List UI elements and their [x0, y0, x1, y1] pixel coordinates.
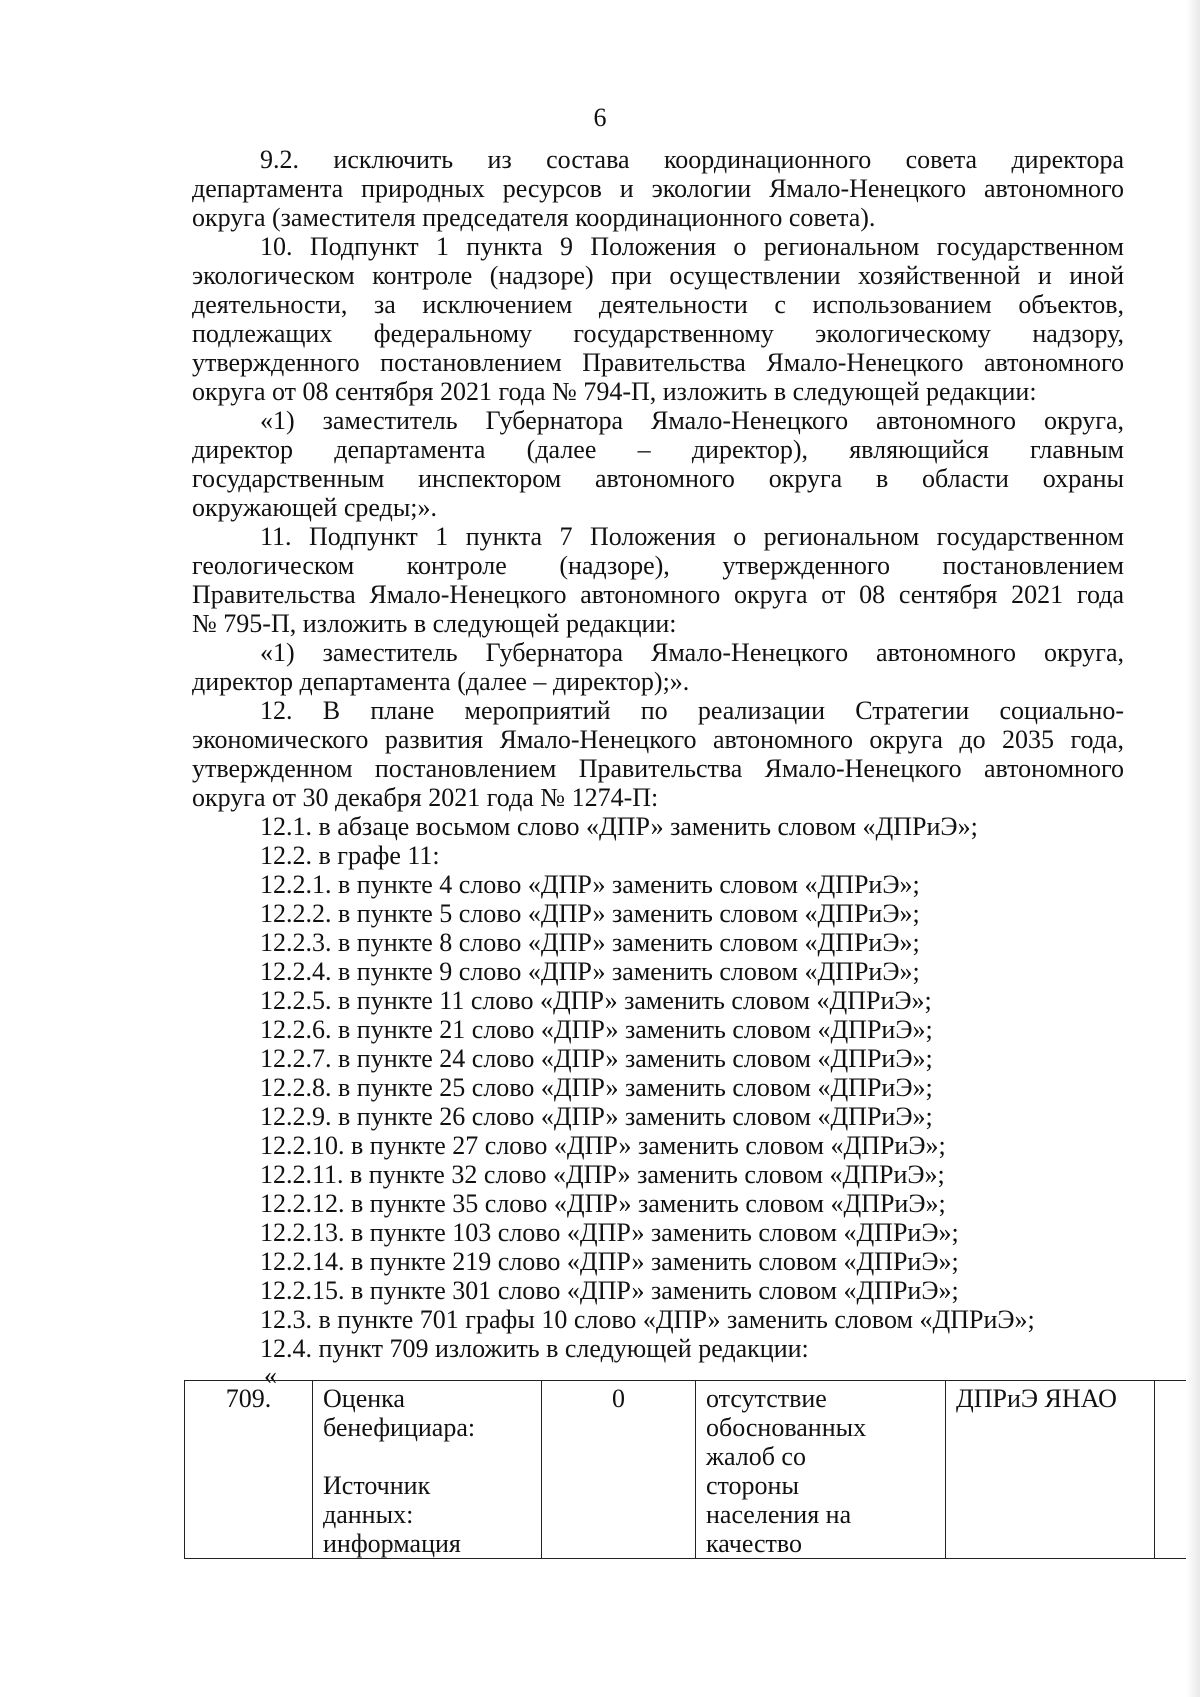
- cell-value: 0: [542, 1381, 696, 1559]
- text-line: департамента природных ресурсов и экологии Ямало-Ненецкого автономного: [192, 174, 1124, 203]
- list-item: 12.2.9. в пункте 26 слово «ДПР» заменить словом «ДПРиЭ»;: [260, 1102, 933, 1131]
- cell-description: [696, 1381, 946, 1559]
- cell-line: жалоб со: [706, 1442, 806, 1471]
- opening-quote: «: [264, 1361, 277, 1390]
- text-line: директор департамента (далее – директор), являющийся главным: [192, 435, 1124, 464]
- text-line: государственным инспектором автономного округа в области охраны: [192, 464, 1124, 493]
- cell-line: данных:: [323, 1500, 414, 1529]
- list-item: 12.2.1. в пункте 4 слово «ДПР» заменить словом «ДПРиЭ»;: [260, 870, 920, 899]
- list-item: 12.2.11. в пункте 32 слово «ДПР» заменить словом «ДПРиЭ»;: [260, 1160, 945, 1189]
- text-line: 10. Подпункт 1 пункта 9 Положения о региональном государственном: [260, 232, 1124, 261]
- cell-gap: [323, 1442, 531, 1471]
- paragraph-12: [192, 696, 1124, 812]
- list-item: 12.2.14. в пункте 219 слово «ДПР» заменить словом «ДПРиЭ»;: [260, 1247, 959, 1276]
- cell-line: информация: [323, 1529, 461, 1558]
- paragraph-10-quote: [192, 406, 1124, 522]
- cell-responsible: ДПРиЭ ЯНАО: [946, 1381, 1155, 1559]
- paragraph-9-2: [192, 145, 1124, 232]
- text-line: 12. В плане мероприятий по реализации Стратегии социально-: [260, 696, 1124, 725]
- list-item: 12.3. в пункте 701 графы 10 слово «ДПР» заменить словом «ДПРиЭ»;: [260, 1305, 1035, 1334]
- paragraph-11: [192, 522, 1124, 638]
- text-line: 11. Подпункт 1 пункта 7 Положения о региональном государственном: [260, 522, 1124, 551]
- text-line: утвержденном постановлением Правительства Ямало-Ненецкого автономного: [192, 754, 1124, 783]
- cell-line: обоснованных: [706, 1413, 867, 1442]
- text-line: геологическом контроле (надзоре), утвержденного постановлением: [192, 551, 1124, 580]
- list-item: 12.2.10. в пункте 27 слово «ДПР» заменить словом «ДПРиЭ»;: [260, 1131, 946, 1160]
- amendment-list: [192, 812, 1124, 1363]
- list-item: 12.2.6. в пункте 21 слово «ДПР» заменить словом «ДПРиЭ»;: [260, 1015, 933, 1044]
- list-item: 12.2.5. в пункте 11 слово «ДПР» заменить словом «ДПРиЭ»;: [260, 986, 932, 1015]
- document-body: [192, 145, 1124, 1389]
- text-line: подлежащих федеральному государственному экологическому надзору,: [192, 319, 1124, 348]
- list-item: 12.2.4. в пункте 9 слово «ДПР» заменить словом «ДПРиЭ»;: [260, 957, 920, 986]
- list-item: 12.2.2. в пункте 5 слово «ДПР» заменить словом «ДПРиЭ»;: [260, 899, 920, 928]
- text-line: «1) заместитель Губернатора Ямало-Ненецкого автономного округа,: [260, 638, 1124, 667]
- text-line: округа (заместителя председателя координационного совета).: [192, 203, 876, 232]
- plan-table: [184, 1380, 1200, 1559]
- cell-line: населения на: [706, 1500, 852, 1529]
- list-item: 12.2. в графе 11:: [260, 841, 440, 870]
- text-line: окружающей среды;».: [192, 493, 438, 522]
- list-item: 12.2.15. в пункте 301 слово «ДПР» заменить словом «ДПРиЭ»;: [260, 1276, 959, 1305]
- text-line: деятельности, за исключением деятельности с использованием объектов,: [192, 290, 1124, 319]
- text-line: округа от 08 сентября 2021 года № 794-П, изложить в следующей редакции:: [192, 377, 1037, 406]
- table-row: [185, 1381, 1200, 1559]
- cell-line: стороны: [706, 1471, 799, 1500]
- cell-name: [313, 1381, 542, 1559]
- list-item: 12.1. в абзаце восьмом слово «ДПР» заменить словом «ДПРиЭ»;: [260, 812, 978, 841]
- list-item: 12.2.7. в пункте 24 слово «ДПР» заменить словом «ДПРиЭ»;: [260, 1044, 933, 1073]
- list-item: 12.2.13. в пункте 103 слово «ДПР» заменить словом «ДПРиЭ»;: [260, 1218, 959, 1247]
- cell-line: Источник: [323, 1471, 431, 1500]
- list-item: 12.2.8. в пункте 25 слово «ДПР» заменить словом «ДПРиЭ»;: [260, 1073, 933, 1102]
- list-item: 12.4. пункт 709 изложить в следующей редакции:: [260, 1334, 809, 1363]
- text-line: «1) заместитель Губернатора Ямало-Ненецкого автономного округа,: [260, 406, 1124, 435]
- text-line: экономического развития Ямало-Ненецкого автономного округа до 2035 года,: [192, 725, 1124, 754]
- text-line: Правительства Ямало-Ненецкого автономного округа от 08 сентября 2021 года: [192, 580, 1124, 609]
- cell-line: отсутствие: [706, 1384, 827, 1413]
- text-line: 9.2. исключить из состава координационного совета директора: [260, 145, 1124, 174]
- page-number: 6: [593, 103, 607, 132]
- text-line: экологическом контроле (надзоре) при осуществлении хозяйственной и иной: [192, 261, 1124, 290]
- text-line: директор департамента (далее – директор);».: [192, 667, 690, 696]
- text-line: округа от 30 декабря 2021 года № 1274-П:: [192, 783, 659, 812]
- paragraph-10: [192, 232, 1124, 406]
- paragraph-11-quote: [192, 638, 1124, 696]
- cell-line: бенефициара:: [323, 1413, 476, 1442]
- cell-line: качество: [706, 1529, 803, 1558]
- text-line: № 795-П, изложить в следующей редакции:: [192, 609, 677, 638]
- list-item: 12.2.3. в пункте 8 слово «ДПР» заменить словом «ДПРиЭ»;: [260, 928, 920, 957]
- cell-line: Оценка: [323, 1384, 405, 1413]
- list-item: 12.2.12. в пункте 35 слово «ДПР» заменить словом «ДПРиЭ»;: [260, 1189, 946, 1218]
- text-line: утвержденного постановлением Правительства Ямало-Ненецкого автономного: [192, 348, 1124, 377]
- cell-row-number: 709.: [185, 1381, 313, 1559]
- scan-edge-shadow: [1186, 0, 1200, 1697]
